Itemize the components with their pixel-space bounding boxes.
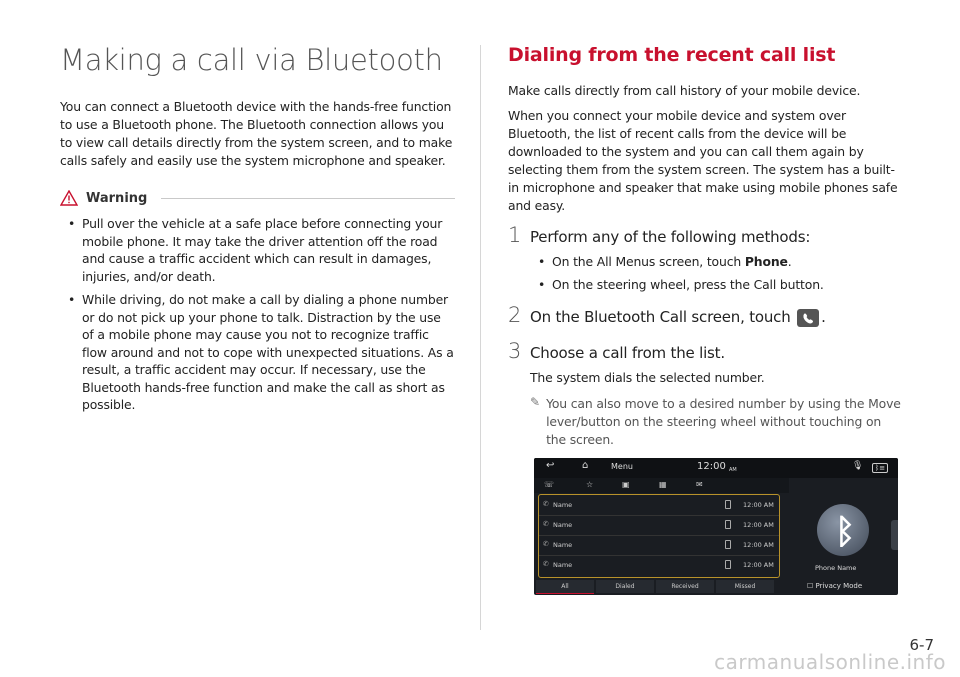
home-icon: ⌂ [582,460,589,471]
watermark: carmanualsonline.info [714,650,946,674]
recent-calls-icon [797,309,819,327]
paragraph-1: Make calls directly from call history of your mobile device. [508,83,861,98]
subsection-title: Dialing from the recent call list [508,44,836,66]
list-item: ✆ Name 12:00 AM [539,495,779,516]
option-all-menus: • On the All Menus screen, touch Phone. [530,253,903,271]
warning-item: • Pull over the vehicle at a safe place before connecting your mobile phone. It may take the driver attention off the road and cause a traffic accident which can result in damages, injuries, and/or death. [60,215,455,285]
favorites-icon: ☆ [586,480,594,489]
screen-top-bar [534,458,898,478]
privacy-mode: ☐ Privacy Mode [807,582,863,590]
list-item: ✆ Name 12:00 AM [539,535,779,556]
screen-icon-row [534,478,789,493]
tab-missed: Missed [716,580,774,593]
step-3-result: The system dials the selected number. [530,370,765,385]
recent-calls-icon: ☏ [544,480,555,489]
clock-time: 12:00 [697,461,726,472]
intro-paragraph: You can connect a Bluetooth device with the hands-free function to use a Bluetooth phone. The Bluetooth connection allows you to view call details directly from the system screen, and to make calls safely and easily use the system microphone and speaker. [60,99,453,168]
step-text: Choose a call from the list. [530,344,725,362]
contacts-icon: ▣ [622,480,630,489]
note [530,395,903,449]
step-3 [508,339,903,363]
back-icon: ↩ [546,460,555,471]
option-steering-wheel: • On the steering wheel, press the Call button. [530,276,903,294]
tab-dialed: Dialed [596,580,654,593]
step-text: Perform any of the following methods: [530,228,811,246]
step-1-options [530,253,903,293]
bluetooth-icon: ᛒ [835,512,856,552]
tab-received: Received [656,580,714,593]
page-number: 6-7 [909,636,934,654]
side-panel-handle [891,520,898,550]
step-1 [508,223,903,247]
call-icon: ✆ [543,540,549,548]
step-2: 2 On the Bluetooth Call screen, touch . [508,303,826,327]
warning-list [60,215,455,414]
warning-label: Warning [86,190,148,206]
right-column [508,42,903,449]
phone-pane [799,494,898,594]
messages-icon: ✉ [696,480,703,489]
call-icon: ✆ [543,500,549,508]
tab-all: All [536,580,594,594]
column-divider [480,45,481,630]
recent-call-list [538,494,780,578]
phone-icon [725,540,731,549]
phone-name: Phone Name [815,564,857,572]
menu-button: Menu [611,462,633,471]
warning-icon [60,190,78,206]
infotainment-screen [534,458,898,595]
screen-tabs [534,578,794,595]
microphone-icon: 🎙 [852,461,864,471]
left-column [60,40,455,420]
warning-header [60,190,455,206]
step-number: 1 [508,223,522,247]
phone-icon [725,520,731,529]
pencil-icon: ✎ [530,395,541,409]
phone-icon [725,560,731,569]
step-number: 3 [508,339,522,363]
call-icon: ✆ [543,520,549,528]
list-item: ✆ Name 12:00 AM [539,515,779,536]
bluetooth-status-icon: ᛒ≡ [872,463,888,473]
note-text: You can also move to a desired number by using the Move lever/button on the steering wheel without touching on the screen. [546,396,901,447]
paragraph-2: When you connect your mobile device and system over Bluetooth, the list of recent calls from the device will be downloaded to the system and you can call them again by selecting them from the system screen. The system has a built-in microphone and speaker that make using mobile phones safe and easy. [508,108,898,213]
step-number: 2 [508,303,522,327]
warning-item: • While driving, do not make a call by dialing a phone number or do not pick up your phone to talk. Distraction by the use of a mobile phone may cause you not to recognize traffic flow around and not to cope with unexpected situations. As a result, a traffic accident may occur. If necessary, use the Bluetooth hands-free function and make the call as short as possible. [60,291,455,414]
call-icon: ✆ [543,560,549,568]
phone-icon [725,500,731,509]
step-text: On the Bluetooth Call screen, touch [530,308,791,326]
clock-ampm: AM [729,467,737,473]
warning-rule [161,198,455,199]
section-title: Making a call via Bluetooth [60,43,443,77]
list-item: ✆ Name 12:00 AM [543,560,774,569]
keypad-icon: ▦ [659,480,667,489]
